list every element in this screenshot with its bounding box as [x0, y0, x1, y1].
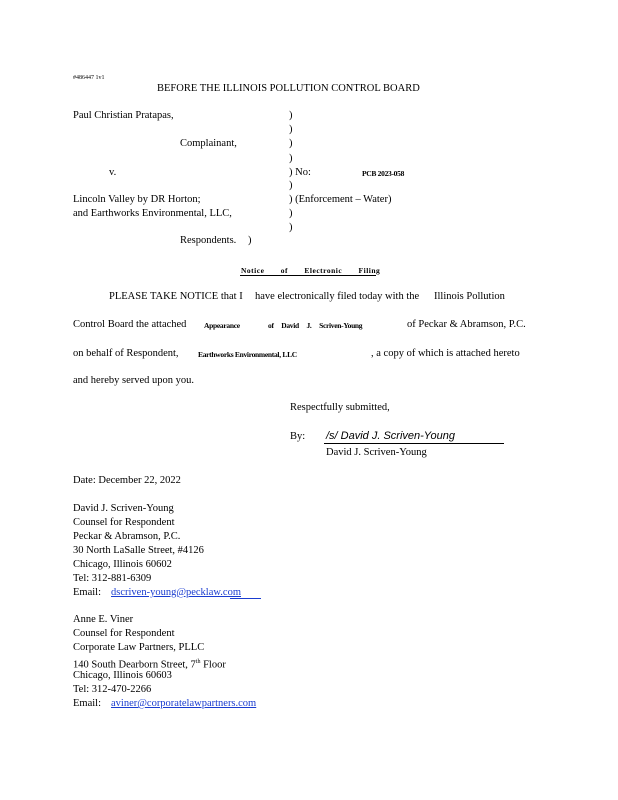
- body-line-1c: Illinois Pollution: [434, 291, 505, 302]
- body-line-2a: Control Board the attached: [73, 319, 187, 330]
- caption-paren: ): [248, 235, 252, 246]
- counsel-2-name: Anne E. Viner: [73, 614, 134, 625]
- counsel-1-email-label: Email:: [73, 587, 101, 598]
- caption-paren: ): [289, 138, 293, 149]
- counsel-1-role: Counsel for Respondent: [73, 517, 175, 528]
- body-line-2d: of Peckar & Abramson, P.C.: [407, 319, 526, 330]
- counsel-2-firm: Corporate Law Partners, PLLC: [73, 642, 205, 653]
- counsel-1-tel: Tel: 312-881-6309: [73, 573, 152, 584]
- enforcement-label: ) (Enforcement – Water): [289, 194, 392, 205]
- date-line: Date: December 22, 2022: [73, 475, 181, 486]
- notice-title: Notice of Electronic Filing: [241, 266, 381, 275]
- signature-line: [324, 443, 504, 444]
- counsel-1-city: Chicago, Illinois 60602: [73, 559, 172, 570]
- counsel-2-email-label: Email:: [73, 698, 101, 709]
- respondent-line-1: Lincoln Valley by DR Horton;: [73, 194, 201, 205]
- printed-name: David J. Scriven-Young: [326, 447, 427, 458]
- case-number: PCB 2023-058: [362, 169, 405, 178]
- counsel-1-firm: Peckar & Abramson, P.C.: [73, 531, 181, 542]
- caption-paren: ): [289, 208, 293, 219]
- respondents-label: Respondents.: [180, 235, 237, 246]
- counsel-2-email-link[interactable]: aviner@corporatelawpartners.com: [111, 698, 257, 709]
- caption-paren: ): [289, 124, 293, 135]
- notice-title-underline: [240, 275, 376, 276]
- document-id: #486447 1v1: [73, 75, 105, 81]
- counsel-2-tel: Tel: 312-470-2266: [73, 684, 152, 695]
- caption-paren: ): [289, 222, 293, 233]
- counsel-2-city: Chicago, Illinois 60603: [73, 670, 172, 681]
- caption-paren: ): [289, 180, 293, 191]
- counsel-1-address: 30 North LaSalle Street, #4126: [73, 545, 204, 556]
- counsel-2-role: Counsel for Respondent: [73, 628, 175, 639]
- complainant-label: Complainant,: [180, 138, 237, 149]
- counsel-2-address: 140 South Dearborn Street, 7th Floor: [73, 659, 226, 671]
- board-heading: BEFORE THE ILLINOIS POLLUTION CONTROL BOARD: [157, 83, 420, 94]
- closing: Respectfully submitted,: [290, 402, 390, 413]
- respondent-line-2: and Earthworks Environmental, LLC,: [73, 208, 232, 219]
- counsel-1-email-underline: [230, 598, 261, 599]
- caption-paren: ): [289, 110, 293, 121]
- body-appearance: Appearance: [204, 321, 240, 330]
- counsel-1-name: David J. Scriven-Young: [73, 503, 174, 514]
- body-attorney-name: of David J. Scriven-Young: [268, 321, 363, 330]
- caption-paren: ): [289, 153, 293, 164]
- body-line-1b: have electronically filed today with the: [255, 291, 420, 302]
- versus-label: v.: [109, 167, 117, 178]
- body-line-1a: PLEASE TAKE NOTICE that I: [109, 291, 243, 302]
- complainant-name: Paul Christian Pratapas,: [73, 110, 174, 121]
- by-label: By:: [290, 431, 306, 442]
- electronic-signature: /s/ David J. Scriven-Young: [326, 430, 456, 442]
- body-line-3c: , a copy of which is attached hereto: [371, 348, 520, 359]
- body-line-4: and hereby served upon you.: [73, 375, 195, 386]
- counsel-1-email-link[interactable]: dscriven-young@pecklaw.com: [111, 587, 241, 598]
- case-number-label: ) No:: [289, 167, 311, 178]
- body-line-3a: on behalf of Respondent,: [73, 348, 179, 359]
- body-respondent-name: Earthworks Environmental, LLC: [198, 350, 297, 359]
